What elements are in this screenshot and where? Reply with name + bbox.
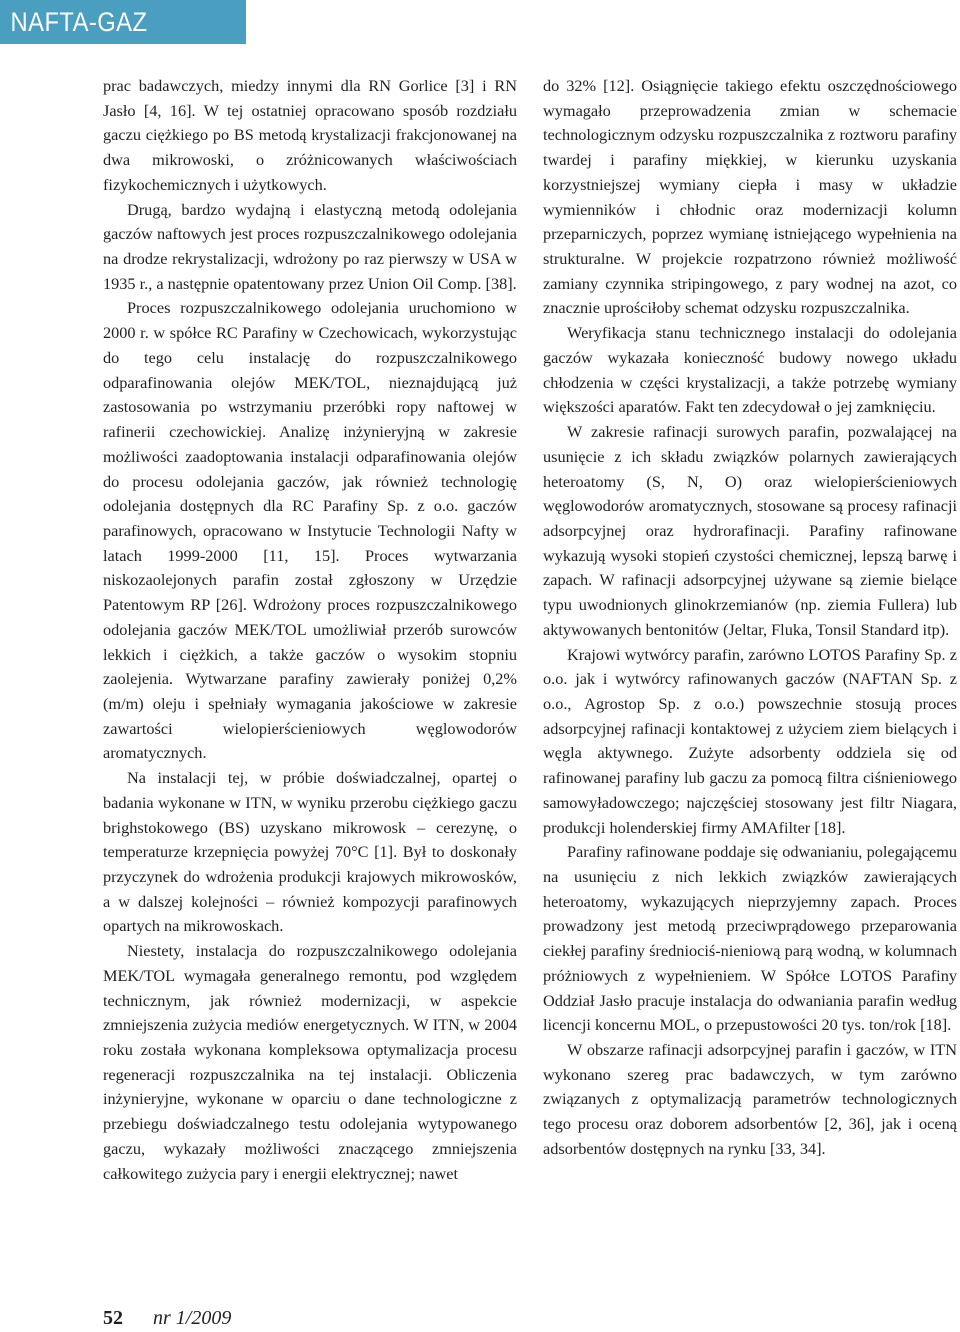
right-text-column <box>543 74 957 1162</box>
paragraph: prac badawczych, miedzy innymi dla RN Gorlice [3] i RN Jasło [4, 16]. W tej ostatniej opracowano sposób rozdziału gaczu ciężkiego po BS metodą krystalizacji frakcjonowanej na dwa mikrowoski, o zróżnicowanych właściwościach fizykochemicznych i użytkowych. <box>103 76 517 194</box>
paragraph: Krajowi wytwórcy parafin, zarówno LOTOS Parafiny Sp. z o.o. jak i wytwórcy rafinowanych gaczów (NAFTAN Sp. z o.o., Agrostop Sp. z o.o.) powszechnie stosują proces adsorpcyjnej rafinacji kontaktowej z użyciem ziem bielących i węgla aktywnego. Zużyte adsorbenty oddziela się od rafinowanej parafiny lub gaczu za pomocą filtra ciśnieniowego samowyładowczego; najczęściej stosowany jest filtr Niagara, produkcji holenderskiej firmy AMAfilter [18]. <box>543 644 957 837</box>
paragraph: Niestety, instalacja do rozpuszczalnikowego odolejania MEK/TOL wymagała generalnego remontu, pod względem technicznym, jak również modernizacji, w aspekcie zmniejszenia zużycia mediów energetycznych. W ITN, w 2004 roku została wykonana kompleksowa optymalizacja procesu regeneracji rozpuszczalnika na tej instalacji. Obliczenia inżynieryjne, wykonane w oparciu o dane technologiczne z przebiegu doświadczalnego testu odolejania wytypowanego gaczu, wykazały możliwości znaczącego zmniejszenia całkowitego zużycia pary i energii elektrycznej; nawet <box>103 941 517 1183</box>
paragraph: do 32% [12]. Osiągnięcie takiego efektu oszczędnościowego wymagało przeprowadzenia zmian w schemacie technologicznym odzysku rozpuszczalnika z roztworu parafiny twardej i parafiny miękkiej, w kierunku uzyskania korzystniejszej wymiany ciepła i masy w układzie wymienników i chłodnic oraz modernizacji kolumn przeparniczych, poprzez wymianę istniejącego wypełnienia na strukturalne. W projekcie rozpatrzono również możliwość zamiany czynnika stripingowego, z pary wodnej na azot, co znacznie uprościłoby schemat odzysku rozpuszczalnika. <box>543 76 957 318</box>
journal-header-tab <box>0 0 246 44</box>
paragraph: Drugą, bardzo wydajną i elastyczną metodą odolejania gaczów naftowych jest proces rozpuszczalnikowego odolejania na drodze rekrystalizacji, wdrożony po raz pierwszy w USA w 1935 r., a następnie opatentowany przez Union Oil Comp. [38]. <box>103 199 517 293</box>
paragraph: Na instalacji tej, w próbie doświadczalnej, opartej o badania wykonane w ITN, w wyniku przerobu ciężkiego gaczu brighstokowego (BS) uzyskano mikrowosk – cerezynę, o temperaturze krzepnięcia powyżej 70°C [1]. Był to doskonały przyczynek do wdrożenia produkcji krajowych mikrowosków, a w dalszej kolejności – również kompozycji parafinowych opartych na mikrowoskach. <box>103 768 517 936</box>
journal-title: NAFTA-GAZ <box>10 6 148 37</box>
issue-label: nr 1/2009 <box>153 1307 232 1329</box>
paragraph: Proces rozpuszczalnikowego odolejania uruchomiono w 2000 r. w spółce RC Parafiny w Czechowicach, wykorzystując do tego celu instalację do rozpuszczalnikowego odparafinowania olejów MEK/TOL, nieznajdującą już zastosowania po wstrzymaniu przeróbki ropy naftowej w rafinerii czechowickiej. Analizę inżynieryjną w zakresie możliwości zaadoptowania instalacji odparafinowania olejów do procesu odolejania gaczów, jak również technologię odolejania dostępnych dla RC Parafiny Sp. z o.o. gaczów parafinowych, opracowano w Instytucie Technologii Nafty w latach 1999-2000 [11, 15]. Proces wytwarzania niskozaolejonych parafin został zgłoszony w Urzędzie Patentowym RP [26]. Wdrożony proces rozpuszczalnikowego odolejania gaczów MEK/TOL umożliwiał przerób surowców lekkich i ciężkich, a także gaczów o wysokim stopniu zaolejenia. Wytwarzane parafiny zawierały poniżej 0,2% (m/m) oleju i spełniały wymagania jakościowe w zakresie zawartości wielopierścieniowych węglowodorów aromatycznych. <box>103 298 517 763</box>
paragraph: W obszarze rafinacji adsorpcyjnej parafin i gaczów, w ITN wykonano szereg prac badawczych, w tym zarówno związanych z optymalizacją parametrów technologicznych tego procesu oraz doborem adsorbentów [2, 36], jak i oceną adsorbentów dostępnych na rynku [33, 34]. <box>543 1040 957 1158</box>
left-text-column <box>103 74 517 1186</box>
paragraph: Parafiny rafinowane poddaje się odwanianiu, polegającemu na usunięciu z nich lekkich związków zawierających heteroatomy, wykazujących nieprzyjemny zapach. Proces prowadzony jest metodą przeciwprądowego przeparowania ciekłej parafiny średniociś-nieniową parą wodną, w kolumnach próżniowych z wypełnieniem. W Spółce LOTOS Parafiny Oddział Jasło pracuje instalacja do odwaniania parafin według licencji koncernu MOL, o przepustowości 20 tys. ton/rok [18]. <box>543 842 957 1035</box>
page-number: 52 <box>103 1307 123 1329</box>
page-footer <box>103 1307 231 1330</box>
paragraph: W zakresie rafinacji surowych parafin, pozwalającej na usunięcie z ich składu związków polarnych zawierających heteroatomy (S, N, O) oraz wielopierścieniowych węglowodorów aromatycznych, stosowane są procesy rafinacji adsorpcyjnej oraz hydrorafinacji. Parafiny rafinowane wykazują wysoki stopień czystości chemicznej, lepszą barwę i zapach. W rafinacji adsorpcyjnej używane są ziemie bielące typu uwodnionych glinokrzemianów (np. ziemia Fullera) lub aktywowanych bentonitów (Jeltar, Fluka, Tonsil Standard itp). <box>543 422 957 639</box>
paragraph: Weryfikacja stanu technicznego instalacji do odolejania gaczów wykazała konieczność budowy nowego układu chłodzenia w części krystalizacji, a także potrzebę wymiany większości aparatów. Fakt ten zdecydował o jej zamknięciu. <box>543 323 957 417</box>
